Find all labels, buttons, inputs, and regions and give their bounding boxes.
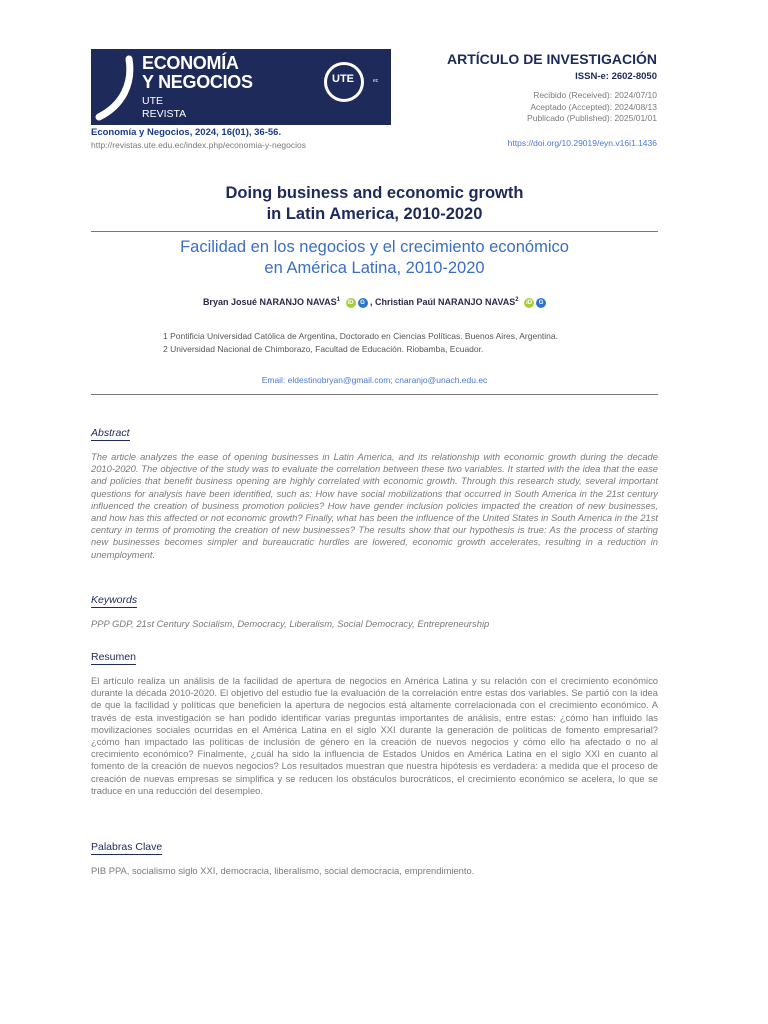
keywords-heading: Keywords bbox=[91, 594, 138, 606]
author-2: Christian Paúl NARANJO NAVAS bbox=[375, 297, 516, 307]
affiliation-1: 1 Pontificia Universidad Católica de Argentina, Doctorado en Ciencias Políticas. Buenos Aires, Argentina. bbox=[163, 331, 559, 341]
article-type: ARTÍCULO DE INVESTIGACIÓN bbox=[446, 51, 657, 67]
author-2-affiliation: 2 bbox=[515, 297, 519, 303]
swoosh-logo-icon bbox=[93, 53, 139, 123]
journal-url[interactable]: http://revistas.ute.edu.ec/index.php/economia-y-negocios bbox=[91, 140, 306, 150]
affiliation-2: 2 Universidad Nacional de Chimborazo, Facultad de Educación. Riobamba, Ecuador. bbox=[163, 344, 484, 354]
journal-banner bbox=[91, 49, 391, 125]
citation: Economía y Negocios, 2024, 16(01), 36-56. bbox=[91, 127, 282, 138]
ute-logo-text: UTE bbox=[332, 73, 354, 85]
journal-name-line3: UTE bbox=[142, 95, 163, 107]
title-spanish-line2: en América Latina, 2010-2020 bbox=[264, 259, 485, 277]
abstract-heading: Abstract bbox=[91, 427, 130, 439]
title-english-line1: Doing business and economic growth bbox=[225, 184, 524, 202]
palabras-clave-text: PIB PPA, socialismo siglo XXI, democracia, liberalismo, social democracia, emprendimiento. bbox=[91, 865, 475, 876]
abstract-text: The article analyzes the ease of opening businesses in Latin America, and its relationship with economic growth during the decade 2010-2020. The objective of the study was to evaluate the correlation between these two variables. It started with the idea that the ease and policies that benefit business opening are highly correlated with economic growth. Through this research study, several important questions for analysis have been identified, such as: How have social mobilizations that occurred in South America in the 21st century influenced the creation of business promotion policies? How have gender inclusion policies impacted the creation of new businesses, and how has this affected or not economic growth? Finally, what has been the influence of the United States in South America in the 21st century in terms of promoting the creation of new businesses? The results show that our hypothesis is true: As the process of starting new businesses becomes simpler and bureaucratic hurdles are lowered, economic growth accelerates, resulting in a reduction in unemployment. bbox=[91, 451, 658, 560]
resumen-heading: Resumen bbox=[91, 651, 136, 663]
google-scholar-icon[interactable]: G bbox=[536, 298, 546, 308]
title-spanish bbox=[91, 237, 658, 279]
doi-link[interactable]: https://doi.org/10.29019/eyn.v16i1.1436 bbox=[507, 138, 657, 148]
date-published: Publicado (Published): 2025/01/01 bbox=[527, 113, 657, 123]
google-scholar-icon[interactable]: G bbox=[358, 298, 368, 308]
author-1-affiliation: 1 bbox=[336, 297, 340, 303]
keywords-text: PPP GDP, 21st Century Socialism, Democracy, Liberalism, Social Democracy, Entrepreneurship bbox=[91, 618, 490, 629]
journal-name-line2: Y NEGOCIOS bbox=[142, 72, 253, 92]
journal-name-line1: ECONOMÍA bbox=[142, 53, 239, 73]
author-emails[interactable]: Email: eldestinobryan@gmail.com; cnaranjo@unach.edu.ec bbox=[261, 375, 488, 385]
date-received: Recibido (Received): 2024/07/10 bbox=[533, 90, 657, 100]
resumen-text: El artículo realiza un análisis de la facilidad de apertura de negocios en América Latina y su relación con el crecimiento económico durante la década 2010-2020. El objetivo del estudio fue la evaluación de la correlación entre estas dos variables. Se partió con la idea de que la facilidad y políticas que beneficien la apertura de negocios está altamente correlacionada con el crecimiento económico. A través de esta investigación se han podido identificar varias preguntas importantes de análisis, entre estas: ¿cómo han influido las movilizaciones sociales ocurridas en el América Latina en el siglo XXI durante la generación de políticas de fomento empresarial? ¿cómo han impactado las políticas de inclusión de género en la creación de nuevos negocios y cómo ello ha afectado o no al crecimiento económico? Finalmente, ¿cuál ha sido la influencia de Estados Unidos en América Latina en el siglo XXI en cuanto al fomento de la creación de nuevos negocios? Los resultados muestran que nuestra hipótesis es verdadera: a medida que el proceso de creación de nuevas empresas se simplifica y se reducen los obstáculos burocráticos, el crecimiento económico se acelera, lo que se traduce en una reducción del desempleo. bbox=[91, 675, 658, 796]
header-divider bbox=[91, 394, 658, 395]
date-accepted: Aceptado (Accepted): 2024/08/13 bbox=[530, 101, 657, 112]
orcid-icon[interactable]: iD bbox=[526, 299, 533, 306]
issn: ISSN-e: 2602-8050 bbox=[575, 71, 657, 82]
title-divider bbox=[91, 231, 658, 232]
publication-dates bbox=[527, 90, 657, 125]
authors bbox=[91, 294, 658, 308]
author-1: Bryan Josué NARANJO NAVAS bbox=[202, 297, 337, 307]
author-separator: , bbox=[367, 297, 376, 307]
title-english-line2: in Latin America, 2010-2020 bbox=[266, 205, 483, 223]
journal-name-line4: REVISTA bbox=[142, 108, 187, 120]
palabras-clave-heading: Palabras Clave bbox=[91, 841, 163, 853]
orcid-icon[interactable]: iD bbox=[347, 299, 354, 306]
ute-logo-suffix: ec bbox=[373, 78, 379, 84]
title-spanish-line1: Facilidad en los negocios y el crecimiento económico bbox=[180, 238, 569, 256]
title-english bbox=[91, 183, 658, 225]
